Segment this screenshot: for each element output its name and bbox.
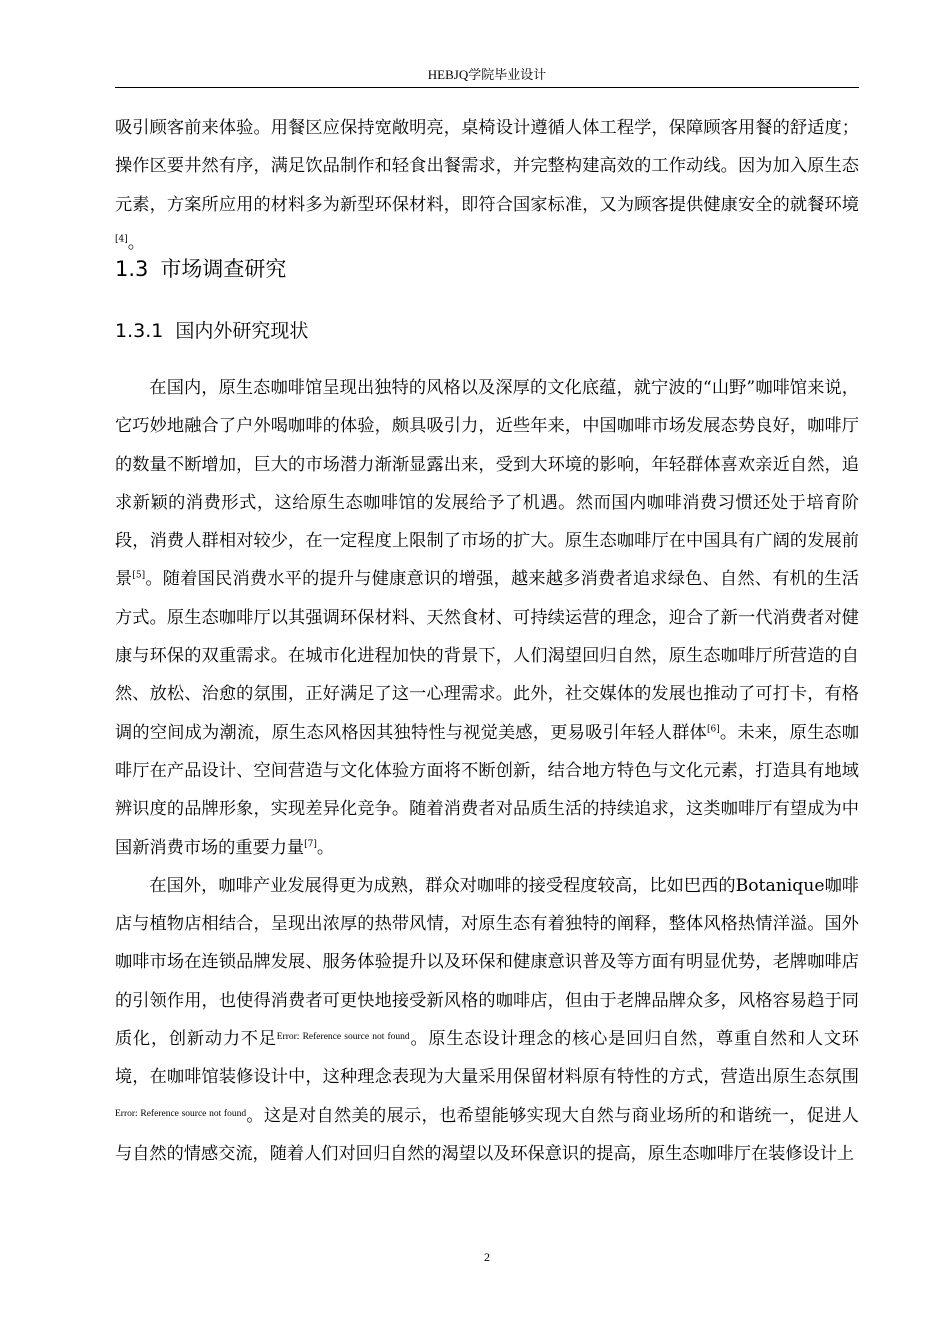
intro-text: 吸引顾客前来体验。用餐区应保持宽敞明亮，桌椅设计遵循人体工程学，保障顾客用餐的舒适度；操作区要井然有序，满足饮品制作和轻食出餐需求，并完整构建高效的工作动线。因为加入原生态元素，方案所应用的材料多为新型环保材料，即符合国家标准，又为顾客提供健康安全的就餐环境 (115, 118, 859, 215)
section-title: 市场调查研究 (160, 257, 287, 281)
section-number: 1.3 (115, 257, 149, 281)
intro-paragraph (115, 109, 859, 262)
citation-5[interactable]: [5] (132, 570, 146, 581)
citation-7[interactable]: [7] (304, 838, 317, 849)
page-number: 2 (484, 1250, 490, 1264)
reference-error-1[interactable]: Error: Reference source not found (276, 1032, 410, 1043)
para1-s3: 。未来，原生态咖啡厅在产品设计、空间营造与文化体验方面将不断创新，结合地方特色与文化元素，打造具有地域辨识度的品牌形象，实现差异化竞争。随着消费者对品质生活的持续追求，这类咖啡厅有望成为中国新消费市场的重要力量 (115, 722, 859, 858)
page-header: HEBJQ学院毕业设计 (427, 67, 547, 82)
citation-6[interactable]: [6] (706, 723, 720, 734)
para2-s1: 在国外，咖啡产业发展得更为成熟，群众对咖啡的接受程度较高，比如巴西的Botanique咖啡店与植物店相结合，呈现出浓厚的热带风情，对原生态有着独特的阐释，整体风格热情洋溢。国外咖啡市场在连锁品牌发展、服务体验提升以及环保和健康意识普及等方面有明显优势，老牌咖啡店的引领作用，也使得消费者可更快地接受新风格的咖啡店，但由于老牌品牌众多，风格容易趋于同质化，创新动力不足 (115, 875, 859, 1050)
reference-error-2[interactable]: Error: Reference source not found (115, 1108, 247, 1119)
para2-s2: 。原生态设计理念的核心是回归自然，尊重自然和人文环境，在咖啡馆装修设计中，这种理念表现为大量采用保留材料原有特性的方式，营造出原生态氛围 (115, 1029, 859, 1088)
para2-s3: 。这是对自然美的展示，也希望能够实现大自然与商业场所的和谐统一，促进人与自然的情感交流，随着人们对回归自然的渴望以及环保意识的提高，原生态咖啡厅在装修设计上 (115, 1105, 859, 1164)
intro-end: 。 (127, 232, 145, 253)
para1-s1: 在国内，原生态咖啡馆呈现出独特的风格以及深厚的文化底蕴，就宁波的“山野”咖啡馆来说，它巧妙地融合了户外喝咖啡的体验，颇具吸引力，近些年来，中国咖啡市场发展态势良好，咖啡厅的数量不断增加，巨大的市场潜力渐渐显露出来，受到大环境的影响，年轻群体喜欢亲近自然，追求新颖的消费形式，这给原生态咖啡馆的发展给予了机遇。然而国内咖啡消费习惯还处于培育阶段，消费人群相对较少，在一定程度上限制了市场的扩大。原生态咖啡厅在中国具有广阔的发展前景 (115, 378, 859, 590)
para1-end: 。 (316, 837, 335, 858)
header-rule (115, 87, 859, 88)
section-heading (115, 253, 286, 283)
subsection-heading (115, 316, 308, 343)
foreign-paragraph (115, 867, 859, 1173)
citation-4[interactable]: [4] (115, 234, 128, 245)
para1-s2: 。随着国民消费水平的提升与健康意识的增强，越来越多消费者追求绿色、自然、有机的生活方式。原生态咖啡厅以其强调环保材料、天然食材、可持续运营的理念，迎合了新一代消费者对健康与环保的双重需求。在城市化进程加快的背景下，人们渴望回归自然，原生态咖啡厅所营造的自然、放松、治愈的氛围，正好满足了这一心理需求。此外，社交媒体的发展也推动了可打卡，有格调的空间成为潮流，原生态风格因其独特性与视觉美感，更易吸引年轻人群体 (115, 569, 859, 743)
body-paragraphs (115, 369, 859, 1173)
subsection-title: 国内外研究现状 (175, 320, 309, 342)
subsection-number: 1.3.1 (115, 320, 164, 342)
domestic-paragraph (115, 369, 859, 867)
